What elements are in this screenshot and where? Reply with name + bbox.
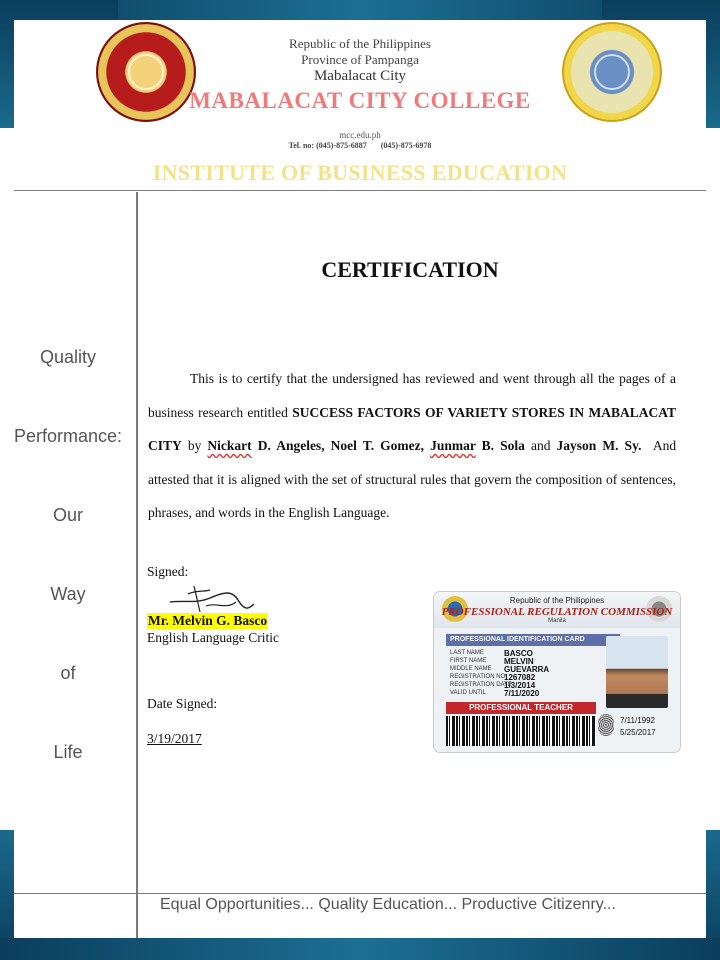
prc-id-card-photo <box>434 592 680 752</box>
author-4: Jayson M. Sy. <box>556 438 642 453</box>
id-holder-photo <box>606 636 668 708</box>
id-field-label: LAST NAME <box>450 650 484 656</box>
footer-divider <box>14 893 706 894</box>
handwritten-signature <box>166 580 256 616</box>
thumbprint-icon <box>598 714 614 736</box>
id-field-value: MELVIN <box>504 657 534 666</box>
barcode-icon <box>446 716 596 746</box>
id-field-label: MIDDLE NAME <box>450 666 492 672</box>
id-field-value: 1267082 <box>504 673 536 682</box>
author-1-rest: D. Angeles, Noel T. Gomez, <box>257 438 424 453</box>
research-title: SUCCESS FACTORS OF VARIETY STORES IN MABALACAT CITY <box>148 404 677 453</box>
motto-word: of <box>60 663 76 683</box>
header-institute-name: INSTITUTE OF BUSINESS EDUCATION <box>152 160 568 185</box>
motto-word: Way <box>50 584 86 604</box>
signed-label: Signed: <box>147 564 189 579</box>
header-city: Mabalacat City <box>313 68 407 84</box>
header-tel-primary: Tel. no: (045)-875-6887 <box>288 141 367 150</box>
id-field-value: 1/3/2014 <box>504 681 536 690</box>
header-telephone <box>0 141 720 150</box>
body-and: and <box>530 438 551 453</box>
motto-word: Our <box>52 505 83 525</box>
author-3-rest: B. Sola <box>481 438 525 453</box>
id-field-label: VALID UNTIL <box>450 690 486 696</box>
certification-body <box>148 362 676 530</box>
signatory-name: Mr. Melvin G. Basco <box>148 613 268 628</box>
header-website: mcc.edu.ph <box>339 130 381 140</box>
sidebar-divider <box>136 192 138 938</box>
signatory-role: English Language Critic <box>147 630 279 645</box>
header-tel-secondary: (045)-875-6978 <box>380 141 432 150</box>
bottom-border-band <box>0 938 720 960</box>
date-signed-label: Date Signed: <box>147 696 218 711</box>
id-field-value: 7/11/2020 <box>504 689 540 698</box>
header-divider <box>14 190 706 191</box>
id-card-type: PROFESSIONAL IDENTIFICATION CARD <box>446 634 620 646</box>
id-field-label: FIRST NAME <box>450 658 487 664</box>
date-signed-value: 3/19/2017 <box>147 731 202 746</box>
id-field-label: REGISTRATION DATE <box>450 682 512 688</box>
id-card-republic: Republic of the Philippines <box>509 596 605 605</box>
id-field-value: BASCO <box>504 649 533 658</box>
id-card-date-2: 5/25/2017 <box>620 728 656 737</box>
id-card-profession: PROFESSIONAL TEACHER <box>446 702 596 714</box>
id-card-date-1: 7/11/1992 <box>620 716 655 725</box>
id-field-label: REGISTRATION NO. <box>450 674 507 680</box>
body-by: by <box>187 438 202 453</box>
id-card-location: Manila <box>548 618 566 624</box>
author-3-first: Junmar <box>430 438 476 453</box>
header-college-name: MABALACAT CITY COLLEGE <box>189 88 531 113</box>
document-title: CERTIFICATION <box>321 257 499 282</box>
motto-word: Performance: <box>13 426 123 446</box>
body-attestation: And attested that it is aligned with the set of structural rules that govern the composition of sentences, phrases, and words in the English Language. <box>148 438 677 520</box>
motto-word: Quality <box>39 347 97 367</box>
motto-word: Life <box>53 742 83 762</box>
id-card-commission: PROFESSIONAL REGULATION COMMISSION <box>441 606 673 618</box>
id-field-value: GUEVARRA <box>504 665 550 674</box>
body-intro: This is to certify that the undersigned has reviewed and went through all the pages of a business research entitled <box>148 371 676 420</box>
header-republic: Republic of the Philippines <box>289 36 431 51</box>
header-province: Province of Pampanga <box>301 52 419 67</box>
author-1-first: Nickart <box>207 438 252 453</box>
footer-slogan: Equal Opportunities... Quality Education... Productive Citizenry... <box>160 896 616 913</box>
